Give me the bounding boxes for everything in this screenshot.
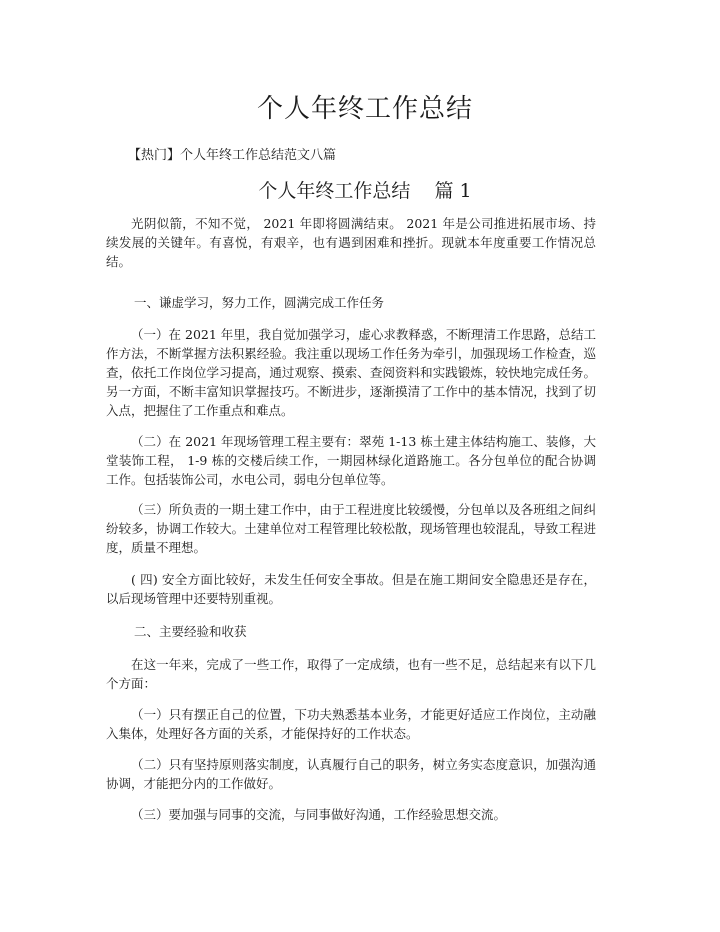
tag-line: 【热门】个人年终工作总结范文八篇 bbox=[128, 148, 337, 163]
paragraph-2-3: （三）要加强与同事的交流，与同事做好沟通，工作经验思想交流。 bbox=[131, 807, 507, 822]
paragraph-1-4: ( 四) 安全方面比较好，未发生任何安全事故。但是在施工期间安全隐患还是存在，以后现场管理中还要特别重视。 bbox=[106, 572, 596, 606]
paragraph-2-1: （一）只有摆正自己的位置，下功夫熟悉基本业务，才能更好适应工作岗位，主动融入集体，处理好各方面的关系，才能保持好的工作状态。 bbox=[106, 707, 596, 741]
paragraph-1-3: （三）所负责的一期土建工作中，由于工程进度比较缓慢，分包单以及各班组之间纠纷较多，协调工作较大。土建单位对工程管理比较松散，现场管理也较混乱，导致工程进度，质量不理想。 bbox=[106, 502, 596, 555]
heading-2: 二、主要经验和收获 bbox=[134, 624, 247, 639]
paragraph-1-1: （一）在 2021 年里，我自觉加强学习，虚心求教释惑，不断理清工作思路，总结工作方法，不断掌握方法积累经验。我注重以现场工作任务为牵引，加强现场工作检查，巡查，依托工作岗位学习提高，通过观察、摸索、查阅资料和实践锻炼，较快地完成任务。另一方面，不断丰富知识掌握技巧。不断进步，逐渐摸清了工作中的基本情况，找到了切入点，把握住了工作重点和难点。 bbox=[106, 327, 596, 418]
section-title: 个人年终工作总结 bbox=[258, 180, 411, 202]
section-label: 篇 1 bbox=[434, 180, 472, 202]
paragraph-1-2: （二）在 2021 年现场管理工程主要有：翠苑 1-13 栋土建主体结构施工、装修，大堂装饰工程， 1-9 栋的交楼后续工作，一期园林绿化道路施工。各分包单位的配合协调工作。包括装饰公司，水电公司，弱电分包单位等。 bbox=[106, 434, 596, 487]
heading-1: 一、谦虚学习，努力工作，圆满完成工作任务 bbox=[134, 295, 385, 310]
intro-paragraph: 光阴似箭，不知不觉， 2021 年即将圆满结束。 2021 年是公司推进拓展市场、持续发展的关键年。有喜悦，有艰辛，也有遇到困难和挫折。现就本年度重要工作情况总结。 bbox=[106, 216, 596, 269]
section-title-row bbox=[0, 176, 720, 203]
paragraph-2-2: （二）只有坚持原则落实制度，认真履行自己的职务，树立务实态度意识，加强沟通协调，才能把分内的工作做好。 bbox=[106, 757, 596, 791]
page-title: 个人年终工作总结 bbox=[256, 94, 473, 124]
paragraph-2-intro: 在这一年来，完成了一些工作，取得了一定成绩，也有一些不足，总结起来有以下几个方面： bbox=[106, 657, 596, 691]
